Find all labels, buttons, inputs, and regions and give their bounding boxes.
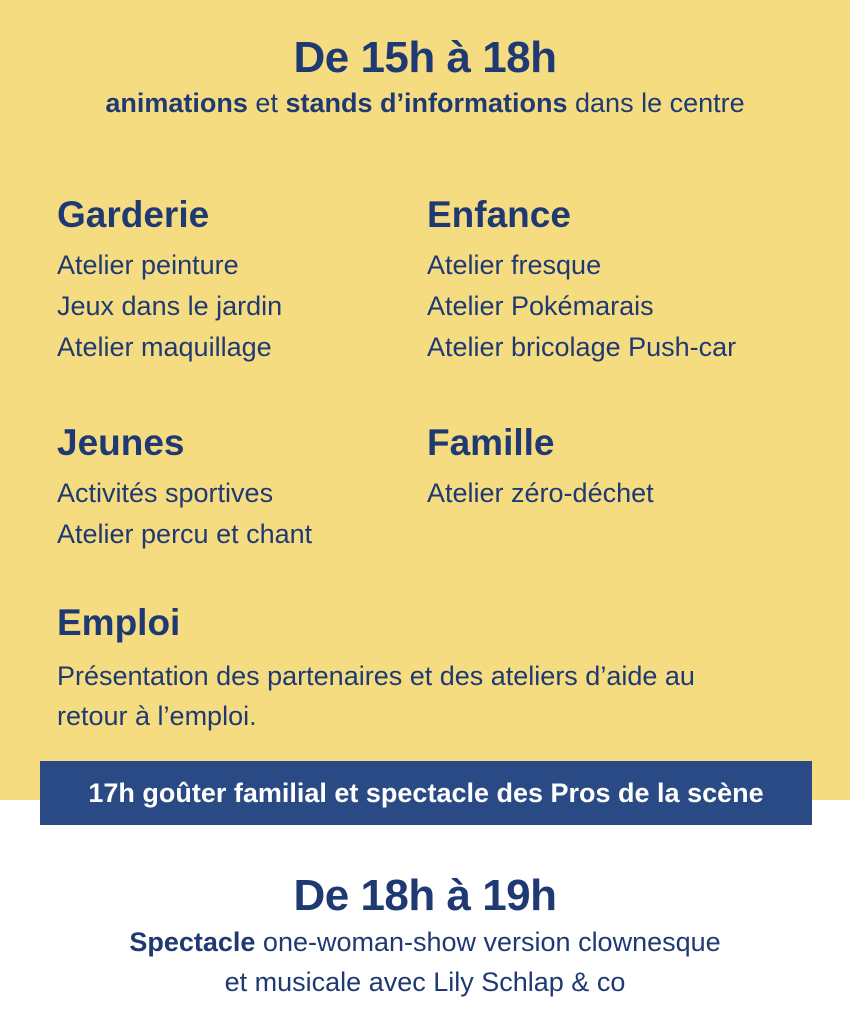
list-item: Atelier fresque (427, 250, 602, 280)
section-emploi (57, 601, 180, 645)
subtitle-plain-et: et (255, 88, 278, 118)
list-item: Atelier zéro-déchet (427, 478, 654, 508)
subtitle-bold-animations: animations (105, 88, 248, 118)
list-item: Atelier Pokémarais (427, 291, 654, 321)
section-title-famille: Famille (427, 422, 555, 463)
emploi-line-2: retour à l’emploi. (57, 701, 257, 731)
snack-show-banner: 17h goûter familial et spectacle des Pros de la scène (40, 761, 812, 825)
bottom-line-2: et musicale avec Lily Schlap & co (224, 967, 626, 997)
section-title-enfance: Enfance (427, 194, 571, 235)
list-famille (427, 473, 654, 514)
list-item: Jeux dans le jardin (57, 291, 283, 321)
section-famille (427, 421, 654, 514)
emploi-description (57, 656, 777, 736)
list-item: Atelier peinture (57, 250, 239, 280)
subtitle-plain-centre: dans le centre (575, 88, 745, 118)
emploi-line-1: Présentation des partenaires et des ateliers d’aide au (57, 661, 695, 691)
time-heading-bottom: De 18h à 19h (293, 871, 557, 920)
section-title-garderie: Garderie (57, 194, 210, 235)
section-title-jeunes: Jeunes (57, 422, 185, 463)
section-jeunes (57, 421, 312, 555)
time-heading-top: De 15h à 18h (293, 33, 557, 82)
bottom-plain-text: one-woman-show version clownesque (262, 927, 721, 957)
list-enfance (427, 245, 736, 368)
bottom-bold-spectacle: Spectacle (129, 927, 256, 957)
list-item: Atelier percu et chant (57, 519, 313, 549)
list-item: Atelier bricolage Push-car (427, 332, 737, 362)
list-item: Activités sportives (57, 478, 274, 508)
section-title-emploi: Emploi (57, 602, 181, 643)
section-enfance (427, 193, 736, 368)
list-garderie (57, 245, 282, 368)
subtitle-bold-stands: stands d’informations (285, 88, 568, 118)
bottom-line-1 (0, 922, 850, 962)
list-jeunes (57, 473, 312, 555)
subtitle-top (0, 87, 850, 119)
section-garderie (57, 193, 282, 368)
list-item: Atelier maquillage (57, 332, 272, 362)
